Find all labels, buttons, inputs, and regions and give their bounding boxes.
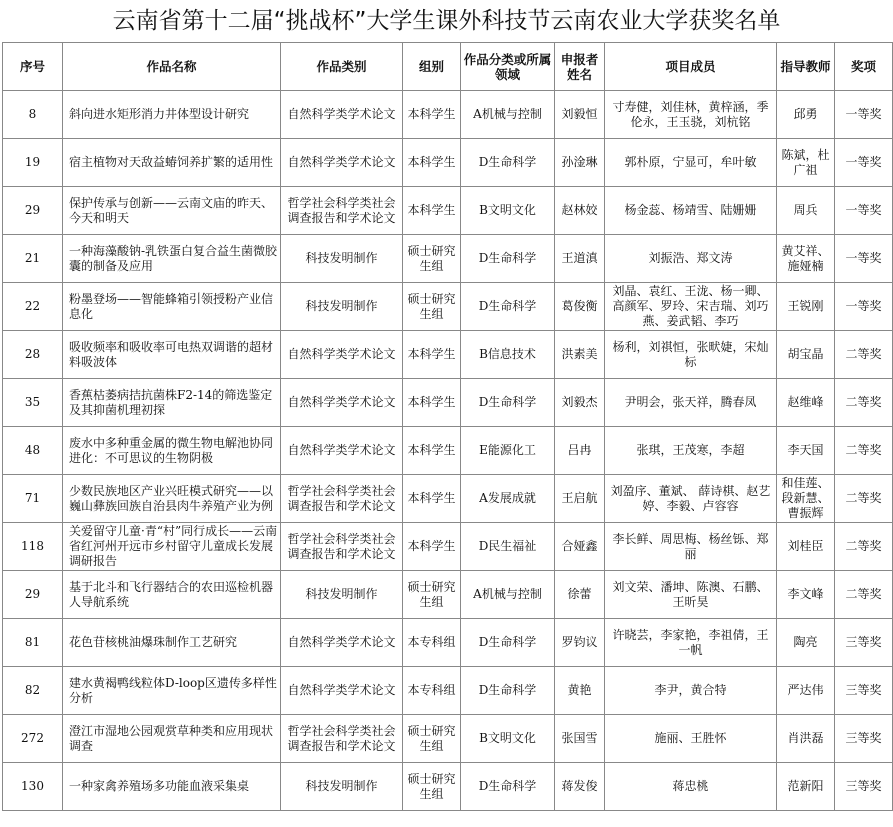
cell-advisor: 和佳莲、段新慧、曹振辉 (777, 475, 835, 523)
cell-name: 废水中多种重金属的微生物电解池协同进化：不可思议的生物阴极 (63, 427, 281, 475)
cell-category: 科技发明制作 (281, 571, 403, 619)
cell-advisor: 刘桂臣 (777, 523, 835, 571)
cell-group: 本专科组 (403, 667, 461, 715)
cell-applicant: 刘毅恒 (555, 91, 605, 139)
cell-applicant: 黄艳 (555, 667, 605, 715)
cell-award: 三等奖 (835, 667, 893, 715)
cell-members: 许晓芸，李家艳，李祖倩，王一帆 (605, 619, 777, 667)
table-row (3, 715, 893, 763)
cell-category: 自然科学类学术论文 (281, 91, 403, 139)
cell-award: 二等奖 (835, 571, 893, 619)
cell-members: 张琪，王茂寒，李超 (605, 427, 777, 475)
table-row (3, 379, 893, 427)
cell-no: 28 (3, 331, 63, 379)
cell-award: 一等奖 (835, 91, 893, 139)
cell-name: 吸收频率和吸收率可电热双调谐的超材料吸波体 (63, 331, 281, 379)
cell-applicant: 蒋发俊 (555, 763, 605, 811)
cell-applicant: 张国雪 (555, 715, 605, 763)
cell-members: 尹明会，张天祥，腾春凤 (605, 379, 777, 427)
cell-no: 29 (3, 187, 63, 235)
cell-field: E能源化工 (461, 427, 555, 475)
cell-award: 三等奖 (835, 715, 893, 763)
cell-no: 29 (3, 571, 63, 619)
cell-award: 一等奖 (835, 235, 893, 283)
cell-advisor: 李天国 (777, 427, 835, 475)
cell-field: A机械与控制 (461, 91, 555, 139)
cell-name: 花色苷核桃油爆珠制作工艺研究 (63, 619, 281, 667)
cell-award: 二等奖 (835, 379, 893, 427)
cell-field: D民生福祉 (461, 523, 555, 571)
cell-advisor: 胡宝晶 (777, 331, 835, 379)
cell-award: 二等奖 (835, 523, 893, 571)
cell-category: 自然科学类学术论文 (281, 331, 403, 379)
award-table (2, 42, 893, 811)
header-no: 序号 (3, 43, 63, 91)
cell-name: 关爱留守儿童·青“村”同行成长——云南省红河州开远市乡村留守儿童成长发展调研报告 (63, 523, 281, 571)
cell-award: 一等奖 (835, 283, 893, 331)
cell-field: B文明文化 (461, 187, 555, 235)
cell-name: 保护传承与创新——云南文庙的昨天、今天和明天 (63, 187, 281, 235)
cell-no: 21 (3, 235, 63, 283)
cell-group: 本科学生 (403, 91, 461, 139)
cell-name: 少数民族地区产业兴旺模式研究——以巍山彝族回族自治县肉牛养殖产业为例 (63, 475, 281, 523)
cell-applicant: 赵林姣 (555, 187, 605, 235)
cell-advisor: 黄艾祥、施娅楠 (777, 235, 835, 283)
cell-advisor: 周兵 (777, 187, 835, 235)
cell-field: A发展成就 (461, 475, 555, 523)
cell-category: 自然科学类学术论文 (281, 667, 403, 715)
header-award: 奖项 (835, 43, 893, 91)
cell-name: 基于北斗和飞行器结合的农田巡检机器人导航系统 (63, 571, 281, 619)
cell-applicant: 罗钧议 (555, 619, 605, 667)
cell-group: 硕士研究生组 (403, 763, 461, 811)
cell-no: 35 (3, 379, 63, 427)
cell-no: 118 (3, 523, 63, 571)
cell-members: 刘盈序、董斌、 薛诗棋、赵艺婷、李毅、卢容容 (605, 475, 777, 523)
cell-name: 澄江市湿地公园观赏草种类和应用现状调查 (63, 715, 281, 763)
table-row (3, 139, 893, 187)
cell-group: 硕士研究生组 (403, 235, 461, 283)
cell-category: 自然科学类学术论文 (281, 139, 403, 187)
cell-field: D生命科学 (461, 763, 555, 811)
cell-award: 一等奖 (835, 187, 893, 235)
cell-group: 本科学生 (403, 331, 461, 379)
cell-members: 李尹，黄合特 (605, 667, 777, 715)
cell-group: 硕士研究生组 (403, 715, 461, 763)
table-row (3, 235, 893, 283)
cell-field: D生命科学 (461, 283, 555, 331)
cell-award: 二等奖 (835, 331, 893, 379)
cell-advisor: 陈斌，杜广祖 (777, 139, 835, 187)
table-row (3, 475, 893, 523)
cell-name: 一种海藻酸钠-乳铁蛋白复合益生菌微胶囊的制备及应用 (63, 235, 281, 283)
table-row (3, 91, 893, 139)
cell-no: 19 (3, 139, 63, 187)
cell-members: 蒋忠桃 (605, 763, 777, 811)
cell-group: 本科学生 (403, 379, 461, 427)
cell-award: 二等奖 (835, 427, 893, 475)
cell-members: 刘文荣、潘坤、陈澳、石鹏、王昕昊 (605, 571, 777, 619)
cell-applicant: 刘毅杰 (555, 379, 605, 427)
cell-award: 一等奖 (835, 139, 893, 187)
cell-field: B信息技术 (461, 331, 555, 379)
cell-applicant: 王道滇 (555, 235, 605, 283)
cell-award: 三等奖 (835, 763, 893, 811)
header-members: 项目成员 (605, 43, 777, 91)
table-row (3, 331, 893, 379)
cell-group: 本科学生 (403, 139, 461, 187)
cell-no: 272 (3, 715, 63, 763)
cell-group: 本专科组 (403, 619, 461, 667)
cell-advisor: 范新阳 (777, 763, 835, 811)
cell-members: 郭朴原，宁显可，牟叶敏 (605, 139, 777, 187)
table-row (3, 427, 893, 475)
cell-name: 宿主植物对天敌益蝽饲养扩繁的适用性 (63, 139, 281, 187)
table-row (3, 523, 893, 571)
cell-no: 22 (3, 283, 63, 331)
cell-applicant: 洪素美 (555, 331, 605, 379)
cell-category: 哲学社会科学类社会调查报告和学术论文 (281, 523, 403, 571)
cell-members: 刘晶、袁红、王泷、杨一卿、高颜军、罗玲、宋吉瑞、刘巧燕、姜武韬、李巧 (605, 283, 777, 331)
cell-category: 科技发明制作 (281, 283, 403, 331)
header-field: 作品分类或所属领域 (461, 43, 555, 91)
cell-members: 寸寿健，刘佳林，黄梓涵，季伦永，王玉骁，刘杭铭 (605, 91, 777, 139)
table-row (3, 571, 893, 619)
cell-group: 本科学生 (403, 523, 461, 571)
cell-category: 自然科学类学术论文 (281, 619, 403, 667)
cell-field: D生命科学 (461, 619, 555, 667)
cell-advisor: 陶亮 (777, 619, 835, 667)
table-row (3, 667, 893, 715)
cell-members: 刘振浩、郑文涛 (605, 235, 777, 283)
cell-award: 二等奖 (835, 475, 893, 523)
cell-category: 科技发明制作 (281, 235, 403, 283)
header-name: 作品名称 (63, 43, 281, 91)
cell-group: 本科学生 (403, 427, 461, 475)
header-row (3, 43, 893, 91)
cell-no: 130 (3, 763, 63, 811)
cell-advisor: 严达伟 (777, 667, 835, 715)
cell-field: D生命科学 (461, 235, 555, 283)
cell-no: 48 (3, 427, 63, 475)
cell-field: A机械与控制 (461, 571, 555, 619)
cell-name: 一种家禽养殖场多功能血液采集桌 (63, 763, 281, 811)
table-row (3, 283, 893, 331)
cell-advisor: 邱勇 (777, 91, 835, 139)
cell-name: 斜向进水矩形消力井体型设计研究 (63, 91, 281, 139)
cell-members: 杨金蕊、杨靖雪、陆姗姗 (605, 187, 777, 235)
cell-group: 本科学生 (403, 187, 461, 235)
cell-field: B文明文化 (461, 715, 555, 763)
cell-no: 81 (3, 619, 63, 667)
cell-applicant: 孙淦琳 (555, 139, 605, 187)
cell-members: 杨利，刘祺恒，张畎婕，宋灿标 (605, 331, 777, 379)
cell-group: 硕士研究生组 (403, 283, 461, 331)
cell-no: 71 (3, 475, 63, 523)
header-applicant: 申报者姓名 (555, 43, 605, 91)
table-row (3, 187, 893, 235)
cell-name: 建水黄褐鸭线粒体D-loop区遗传多样性分析 (63, 667, 281, 715)
cell-award: 三等奖 (835, 619, 893, 667)
cell-category: 科技发明制作 (281, 763, 403, 811)
cell-applicant: 王启航 (555, 475, 605, 523)
cell-category: 自然科学类学术论文 (281, 379, 403, 427)
cell-category: 哲学社会科学类社会调查报告和学术论文 (281, 187, 403, 235)
header-category: 作品类别 (281, 43, 403, 91)
table-row (3, 763, 893, 811)
header-advisor: 指导教师 (777, 43, 835, 91)
cell-group: 硕士研究生组 (403, 571, 461, 619)
cell-name: 粉墨登场——智能蜂箱引领授粉产业信息化 (63, 283, 281, 331)
cell-applicant: 吕冉 (555, 427, 605, 475)
cell-advisor: 肖洪磊 (777, 715, 835, 763)
cell-no: 82 (3, 667, 63, 715)
table-row (3, 619, 893, 667)
cell-name: 香蕉枯萎病拮抗菌株F2-14的筛选鉴定及其抑菌机理初探 (63, 379, 281, 427)
cell-applicant: 合娅鑫 (555, 523, 605, 571)
cell-category: 自然科学类学术论文 (281, 427, 403, 475)
cell-members: 李长鲜、周思梅、杨丝铄、郑丽 (605, 523, 777, 571)
cell-advisor: 王锐刚 (777, 283, 835, 331)
cell-applicant: 葛俊衡 (555, 283, 605, 331)
cell-field: D生命科学 (461, 379, 555, 427)
cell-members: 施丽、王胜怀 (605, 715, 777, 763)
cell-no: 8 (3, 91, 63, 139)
cell-field: D生命科学 (461, 139, 555, 187)
cell-advisor: 赵维峰 (777, 379, 835, 427)
cell-category: 哲学社会科学类社会调查报告和学术论文 (281, 715, 403, 763)
page-title: 云南省第十二届“挑战杯”大学生课外科技节云南农业大学获奖名单 (112, 8, 781, 34)
cell-advisor: 李文峰 (777, 571, 835, 619)
cell-applicant: 徐蕾 (555, 571, 605, 619)
cell-group: 本科学生 (403, 475, 461, 523)
cell-field: D生命科学 (461, 667, 555, 715)
cell-category: 哲学社会科学类社会调查报告和学术论文 (281, 475, 403, 523)
header-group: 组别 (403, 43, 461, 91)
